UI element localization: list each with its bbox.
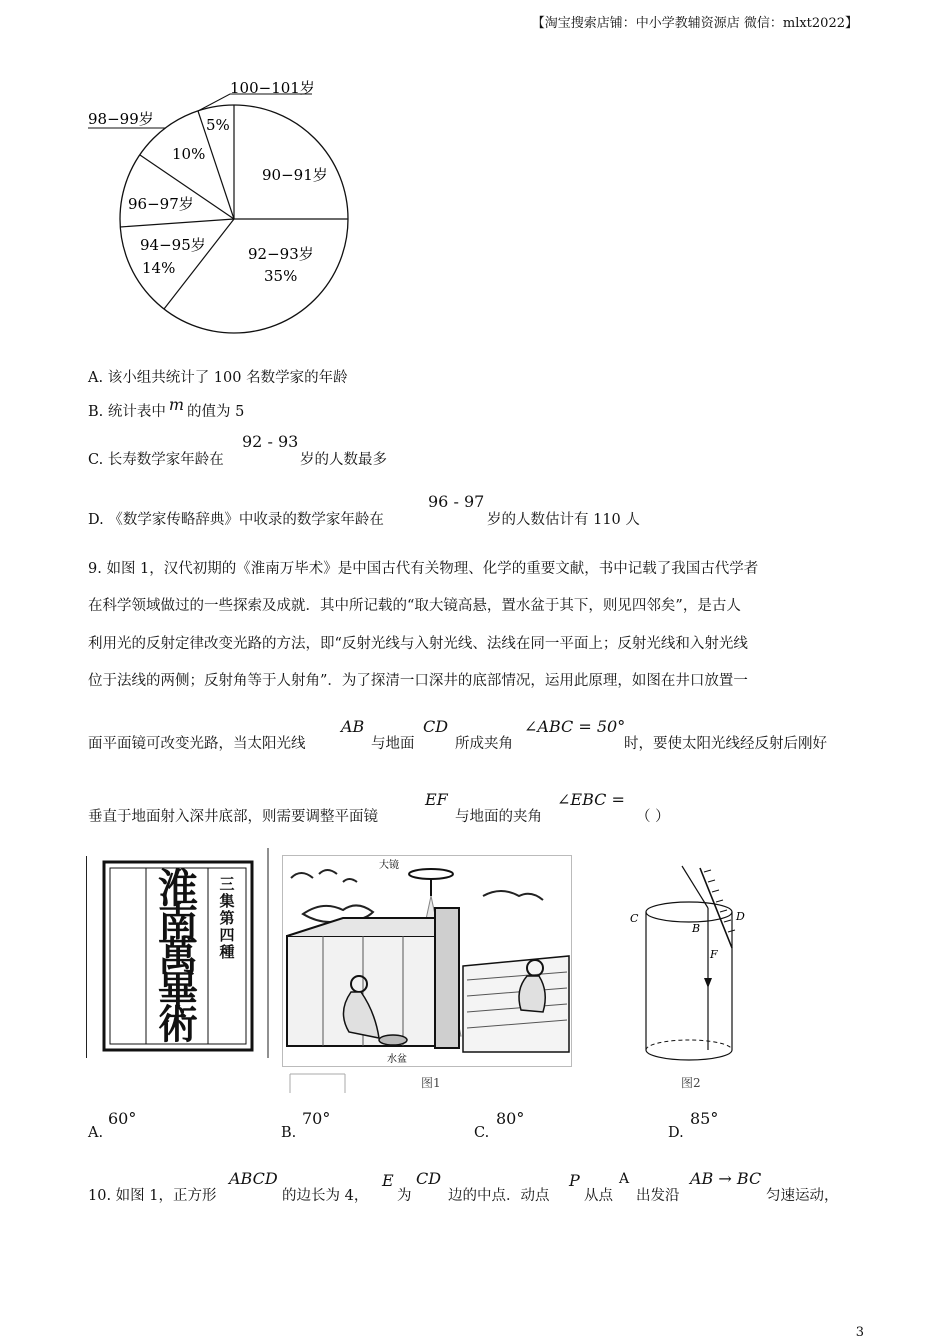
math-a: A	[619, 1171, 630, 1187]
figure-caption: 图1	[421, 1076, 441, 1090]
math-cd: CD	[423, 717, 449, 736]
math-cd: CD	[416, 1169, 442, 1188]
book-title: 淮南萬畢術	[158, 865, 198, 1048]
page-header: 【淘宝搜索店铺：中小学教辅资源店 微信：mlxt2022】	[531, 16, 858, 31]
pie-label: 100−101岁	[230, 79, 315, 97]
tower-shape	[435, 908, 459, 1048]
math-e: E	[382, 1171, 394, 1190]
mirror-icon	[409, 869, 453, 879]
option-a-value: 60°	[108, 1109, 137, 1128]
woodcut-illustration	[282, 855, 572, 1067]
pie-label: 94−95岁	[140, 236, 206, 254]
math-ab: AB	[341, 717, 365, 736]
answer-paren: （ ）	[636, 809, 670, 825]
page-number: 3	[855, 1325, 864, 1340]
person-icon	[519, 976, 545, 1012]
q9-line: 面平面镜可改变光路，当太阳光线	[88, 736, 306, 752]
math-ef: EF	[425, 790, 448, 809]
option-b-value: 70°	[302, 1109, 331, 1128]
q9-line: 利用光的反射定律改变光路的方法，即“反射光线与入射光线、法线在同一平面上；反射光线和入射光线	[88, 636, 748, 652]
option-c-value: 80°	[496, 1109, 525, 1128]
option-d: D.	[668, 1125, 684, 1141]
age-range: 92 - 93	[242, 432, 299, 451]
basin-label: 水盆	[387, 1054, 407, 1065]
option-d-suffix: 岁的人数估计有 110 人	[487, 512, 640, 528]
q9-line: 垂直于地面射入深井底部，则需要调整平面镜	[88, 809, 378, 825]
well-top-ellipse	[646, 902, 732, 922]
q9-text: 与地面的夹角	[455, 809, 542, 825]
pie-label: 92−93岁	[248, 245, 314, 263]
roof-shape	[287, 918, 437, 936]
q9-line: 位于法线的两侧；反射角等于人射角”．为了探清一口深井的底部情况，运用此原理，如图在井口放置一	[88, 673, 748, 689]
point-c: C	[630, 912, 639, 925]
q9-text: 与地面	[371, 736, 415, 752]
field-shape	[463, 956, 569, 1052]
option-d-value: 85°	[690, 1109, 719, 1128]
well-diagram	[622, 862, 752, 1072]
q10-text: 为	[397, 1188, 412, 1204]
point-f: F	[710, 948, 718, 961]
option-c-suffix: 岁的人数最多	[300, 452, 387, 468]
arrow-icon	[704, 978, 712, 988]
pie-label: 14%	[142, 259, 176, 277]
q10-text: 匀速运动，	[766, 1188, 839, 1204]
option-a: A. 该小组共统计了 100 名数学家的年龄	[88, 370, 348, 386]
q10-text: 的边长为 4，	[282, 1188, 369, 1204]
option-d: D. 《数学家传略辞典》中收录的数学家年龄在	[88, 512, 384, 528]
point-d: D	[736, 910, 745, 923]
q10-text: 从点	[584, 1188, 613, 1204]
pie-label: 90−91岁	[262, 166, 328, 184]
option-a: A.	[88, 1125, 104, 1141]
q10-text: 边的中点．动点	[448, 1188, 550, 1204]
figure-caption: 图2	[681, 1076, 701, 1090]
pie-label: 10%	[172, 145, 206, 163]
option-b: B. 统计表中 m 的值为 5	[88, 395, 245, 420]
math-angle: ∠EBC =	[557, 790, 625, 809]
mirror-label: 大镜	[379, 860, 399, 871]
math-path: AB → BC	[690, 1169, 762, 1188]
q9-line: 9. 如图 1，汉代初期的《淮南万毕术》是中国古代有关物理、化学的重要文献，书中记载了我国古代学者	[88, 561, 759, 577]
pie-label: 98−99岁	[88, 110, 154, 128]
mirror-line	[700, 868, 732, 948]
basin-icon	[379, 1035, 407, 1045]
q9-text: 所成夹角	[455, 736, 513, 752]
pie-label: 96−97岁	[128, 195, 194, 213]
cloud-icon	[483, 891, 543, 900]
well-bottom-ellipse	[646, 1050, 732, 1060]
option-c: C. 长寿数学家年龄在	[88, 452, 224, 468]
pie-label: 5%	[206, 116, 230, 134]
blank-box	[289, 1072, 347, 1094]
q9-line: 在科学领域做过的一些探索及成就．其中所记载的“取大镜高悬，置水盆于其下，则见四邻矣”，是古人	[88, 598, 741, 614]
q10-text: 10. 如图 1，正方形	[88, 1188, 217, 1204]
book-cover-image	[86, 848, 269, 1058]
q10-text: 出发沿	[636, 1188, 680, 1204]
option-c: C.	[474, 1125, 490, 1141]
age-range: 96 - 97	[428, 492, 485, 511]
math-angle: ∠ABC = 50°	[524, 717, 626, 736]
book-series: 三集第四種	[219, 875, 235, 961]
math-p: P	[569, 1171, 580, 1190]
cloud-icon	[291, 870, 357, 882]
pie-label: 35%	[264, 267, 298, 285]
q9-text: 时，要使太阳光线经反射后刚好	[624, 736, 827, 752]
point-b: B	[692, 922, 701, 935]
option-b: B.	[281, 1125, 297, 1141]
math-abcd: ABCD	[229, 1169, 278, 1188]
pie-chart	[80, 70, 380, 345]
